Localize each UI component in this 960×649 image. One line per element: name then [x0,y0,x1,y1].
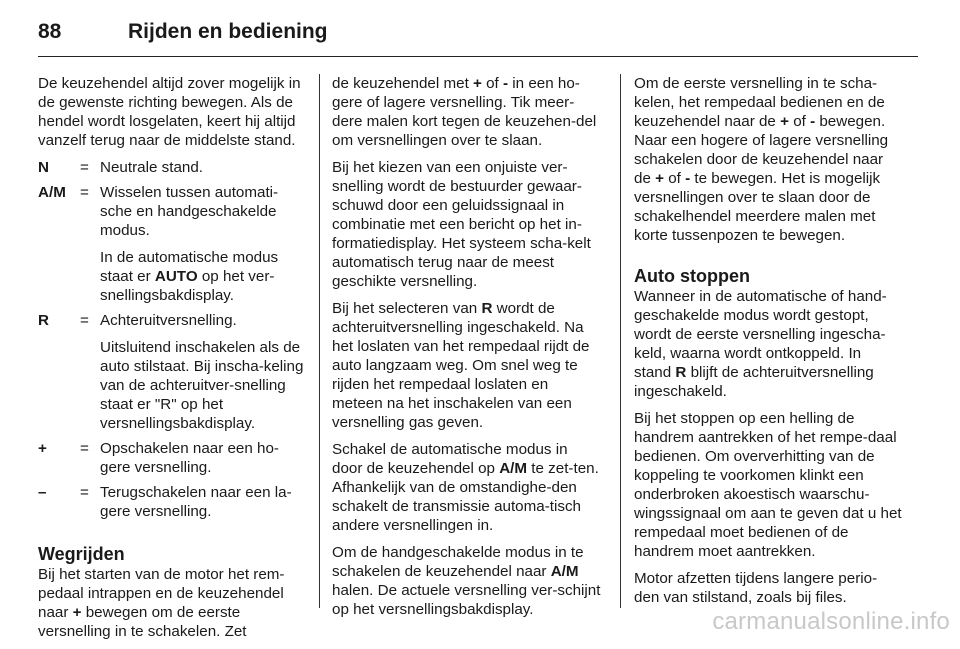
definition-text: Achteruitversnelling. [100,312,237,329]
watermark: carmanualsonline.info [712,608,950,635]
definition-extra: Uitsluitend inschakelen als de auto stilstaat. Bij inscha-keling van de achteruitver-snelling staat er "R" op het versnellingsbakdisplay. [100,339,304,432]
definition-extra [100,248,304,305]
intro-paragraph: De keuzehendel altijd zover mogelijk in de gewenste richting bewegen. Als de hendel wordt losgelaten, keert hij altijd vanzelf terug naar de middelste stand. [38,75,301,149]
page-header [38,20,918,50]
page-title: Rijden en bediening [128,20,328,43]
definition-am [38,183,304,305]
definition-text: Neutrale stand. [100,159,203,176]
section-heading-auto-stoppen: Auto stoppen [634,266,750,286]
definition-minus [38,483,304,521]
column-divider-2 [620,74,621,608]
definition-equals: = [80,312,89,329]
text-run: Schakel de automatische modus in door de keuzehendel op [332,441,568,477]
paragraph [634,74,902,245]
text-run: blijft de achteruitversnelling ingeschakeld. [634,364,874,400]
text-run: te zet-ten. Afhankelijk van de omstandighe-den schakelt de transmissie automa-tisch andere versnellingen in. [332,460,599,534]
paragraph [634,287,902,401]
definition-term: + [38,440,47,457]
header-rule [38,56,918,57]
text-run: of [664,170,686,187]
text-run: Om de eerste versnelling in te scha-kelen, het rempedaal bedienen en de keuzehendel naar de [634,75,885,130]
bold-run: A/M [499,460,528,477]
paragraph [332,299,602,432]
column-1 [38,74,304,649]
bold-run: + [780,113,789,130]
definition-term: N [38,159,49,176]
text-run: halen. De actuele versnelling ver-schijnt op het versnellingsbakdisplay. [332,582,601,618]
page-number: 88 [38,20,62,43]
column-2 [332,74,602,627]
text-run: wordt de achteruitversnelling ingeschakeld. Na het loslaten van het rempedaal rijdt de auto langzaam weg. Om snel weg te rijden het rempedaal loslaten en meteen na het inschakelen van een versnelling gas geven. [332,300,590,431]
text-run: te bewegen. Het is mogelijk versnellingen over te slaan door de schakelhendel meerdere malen met korte tussenpozen te bewegen. [634,170,881,244]
paragraph: Bij het kiezen van een onjuiste ver-snelling wordt de bestuurder gewaar-schuwd door een geluidssignaal in combinatie met een bericht op het in-formatiedisplay. Het systeem scha-kelt automatisch terug naar de meest geschikte versnelling. [332,159,591,290]
definition-desc [100,483,304,521]
column-3 [634,74,902,615]
bold-run: R [675,364,687,381]
definition-term: A/M [38,184,66,201]
definition-equals: = [80,159,89,176]
definition-text: Opschakelen naar een ho-gere versnelling. [100,440,279,476]
text-run: bewegen om de eerste versnelling in te schakelen. Zet [38,604,247,640]
paragraph [332,74,602,150]
definition-r [38,311,304,433]
bold-run: - [685,170,691,187]
definition-desc [100,158,304,177]
definition-plus [38,439,304,477]
text-run: Wanneer in de automatische of hand-geschakelde modus wordt gestopt, wordt de eerste versnelling ingescha-keld, waarna wordt ontkoppeld. In stand [634,288,887,381]
paragraph: Bij het stoppen op een helling de handrem aantrekken of het rempe-daal bedienen. Om oververhitting van de koppeling te voorkomen klinkt een onderbroken akoestisch waarschu-wingssignaal om aan te geven dat u het rempedaal moet bedienen of de handrem moet aantrekken. [634,410,902,560]
bold-run: AUTO [154,268,198,285]
text-run: Om de handgeschakelde modus in te schakelen de keuzehendel naar [332,544,584,580]
gear-definition-list [38,158,304,521]
text-run: op het ver-snellingsbakdisplay. [100,268,275,304]
paragraph [332,440,602,535]
definition-equals: = [80,184,89,201]
definition-text: Terugschakelen naar een la-gere versnelling. [100,484,292,520]
bold-run: + [72,604,82,621]
text-run: bewegen. Naar een hogere of lagere versnelling schakelen door de keuzehendel naar de [634,113,889,187]
definition-term: R [38,312,49,329]
bold-run: - [503,75,509,92]
paragraph [332,543,602,619]
paragraph: Motor afzetten tijdens langere perio-den van stilstand, zoals bij files. [634,570,878,606]
definition-term: – [38,484,47,501]
definition-equals: = [80,440,89,457]
bold-run: R [481,300,493,317]
definition-equals: = [80,484,89,501]
definition-desc [100,311,304,433]
text-run: de keuzehendel met [332,75,474,92]
definition-n [38,158,304,177]
text-run: In de automatische modus staat er [100,249,279,285]
text-run: Bij het starten van de motor het rem-pedaal intrappen en de keuzehendel naar [38,566,285,621]
column-divider-1 [319,74,320,608]
definition-desc [100,183,304,305]
bold-run: A/M [550,563,579,580]
text-run: in een ho-gere of lagere versnelling. Tik meer-dere malen kort tegen de keuzehen-del om versnellingen over te slaan. [332,75,597,149]
section-heading-wegrijden: Wegrijden [38,544,125,564]
definition-desc [100,439,304,477]
text-run: of [481,75,503,92]
bold-run: + [473,75,482,92]
bold-run: - [810,113,816,130]
wegrijden-paragraph [38,565,304,641]
bold-run: + [655,170,664,187]
text-run: of [788,113,811,130]
text-run: Bij het selecteren van [332,300,482,317]
definition-text: Wisselen tussen automati-sche en handgeschakelde modus. [100,184,279,239]
